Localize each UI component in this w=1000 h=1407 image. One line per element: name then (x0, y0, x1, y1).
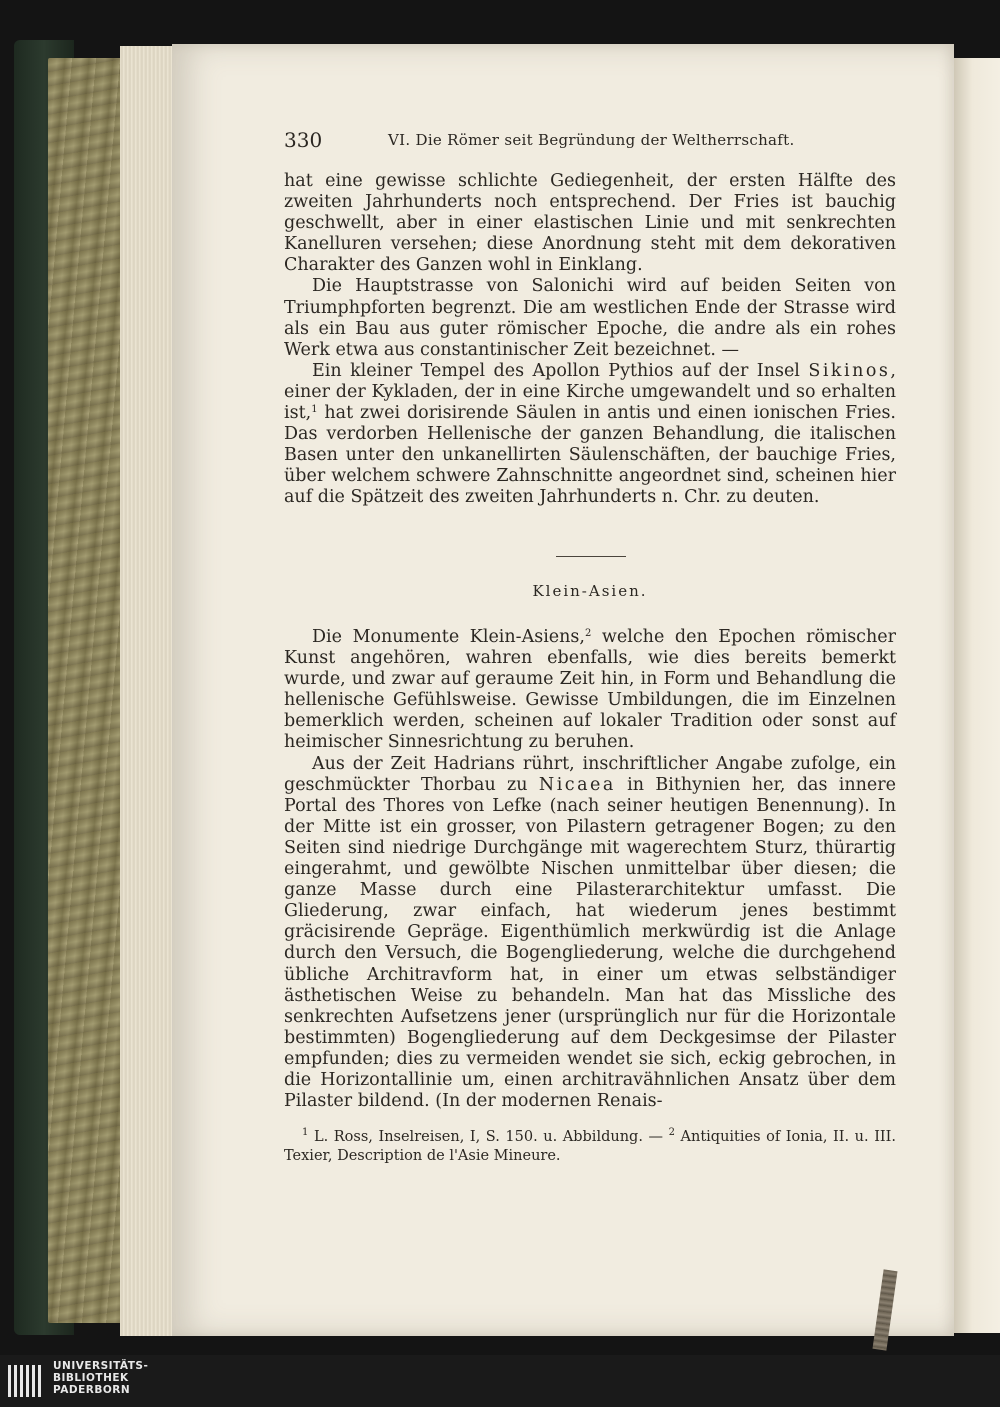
footnote-ref: 1 (311, 404, 318, 416)
text-block-1 (284, 171, 896, 509)
spaced-place-name: Nicaea (538, 774, 616, 795)
running-head: VI. Die Römer seit Begründung der Weltherrschaft. (388, 131, 795, 149)
paragraph (284, 361, 896, 509)
logo-line: UNIVERSITÄTS- (53, 1360, 149, 1372)
paragraph: Die Hauptstrasse von Salonichi wird auf beiden Seiten von Triumphpforten begrenzt. Die am westlichen Ende der Strasse wird als ein Bau aus guter römischer Epoche, die andre als ein rohes Werk etwa aus constantinischer Zeit bezeichnet. — (284, 276, 896, 360)
page-header (284, 128, 896, 154)
text-run: welche den Epochen römischer Kunst angehören, wahren ebenfalls, wie dies bereits bemerkt wurde, und zwar auf geraume Zeit hin, in Form und Behandlung die hellenische Gefühlsweise. Gewisse Umbildungen, die im Einzelnen bemerklich werden, scheinen auf lokaler Tradition oder sonst auf heimischer Sinnesrichtung zu beruhen. (284, 627, 896, 753)
text-run: Aus der Zeit Hadrians rührt, inschriftlicher Angabe zufolge, ein geschmückter Thorbau zu (284, 753, 896, 795)
logo-line: PADERBORN (53, 1384, 131, 1396)
paragraph (284, 754, 896, 1113)
text-run: Ein kleiner Tempel des Apollon Pythios auf der Insel (312, 360, 809, 381)
footnote-ref: 2 (584, 628, 592, 639)
text-run: Die Monumente Klein-Asiens, (312, 627, 585, 647)
text-run: hat zwei dorisirende Säulen in antis und einen ionischen Fries. Das verdorben Hellenische der ganzen Behandlung, die italischen Basen unter den unkanellirten Säulenschäften, der bauchige Fries, über welchem schwere Zahnschnitte angeordnet sind, scheinen hier auf die Spätzeit des zweiten Jahrhunderts n. Chr. zu deuten. (284, 403, 896, 508)
text-run: in Bithynien her, das innere Portal des Thores von Lefke (nach seiner heutigen Benennung). In der Mitte ist ein grosser, von Pilastern getragener Bogen; zu den Seiten sind niedrige Durchgänge mit wagerechtem Sturz, thürartig eingerahmt, und gewölbte Nischen unmittelbar über diesen; die ganze Masse durch eine Pilasterarchitektur umfasst. Die Gliederung, zwar einfach, hat wiederum jenes bestimmt gräcisirende Gepräge. Eigenthümlich merkwürdig ist die Anlage durch den Versuch, die Bogengliederung, welche die durchgehend übliche Architravform hat, in einer um etwas selbständiger ästhetischen Weise zu behandeln. Man hat das Missliche des senkrechten Aufsetzens jener (ursprünglich nur für die Horizontale bestimmten) Bogengliederung auf dem Deckgesimse der Pilaster empfunden; dies zu vermeiden wendet sie sich, eckig gebrochen, in die Horizontallinie um, einen architravähnlichen Ansatz über dem Pilaster bildend. (In der modernen Renais- (284, 774, 896, 1112)
paragraph (284, 627, 896, 754)
library-logo-text (53, 1360, 148, 1396)
logo-line: BIBLIOTHEK (53, 1372, 129, 1384)
spaced-place-name: Sikinos (808, 360, 891, 381)
text-run: , einer der Kykladen, der in eine Kirche umgewandelt und so erhalten ist, (284, 360, 896, 424)
library-logo-icon (6, 1361, 46, 1401)
section-divider (556, 556, 626, 557)
page-stack-edge (120, 46, 180, 1336)
footnote-line (284, 1128, 896, 1166)
paragraph: hat eine gewisse schlichte Gediegenheit, der ersten Hälfte des zweiten Jahrhunderts noch entsprechend. Der Fries ist bauchig geschwellt, aber in einer elastischen Linie und mit senkrechten Kanelluren versehen; diese Anordnung steht mit dem dekorativen Charakter des Ganzen wohl in Einklang. (284, 171, 896, 276)
facing-page-edge (954, 58, 1000, 1333)
footnote-mark: 1 (302, 1127, 309, 1138)
footnote-mark: 2 (668, 1127, 675, 1138)
text-block-2 (284, 627, 896, 1112)
footnote-text: L. Ross, Inselreisen, I, S. 150. u. Abbildung. — (308, 1129, 669, 1145)
footnotes (284, 1128, 896, 1166)
library-footer (0, 1355, 1000, 1407)
footnote-text: Antiquities of Ionia, II. u. III. Texier, Description de l'Asie Mineure. (284, 1129, 896, 1164)
section-title: Klein-Asien. (532, 582, 648, 600)
page-number: 330 (284, 128, 323, 152)
